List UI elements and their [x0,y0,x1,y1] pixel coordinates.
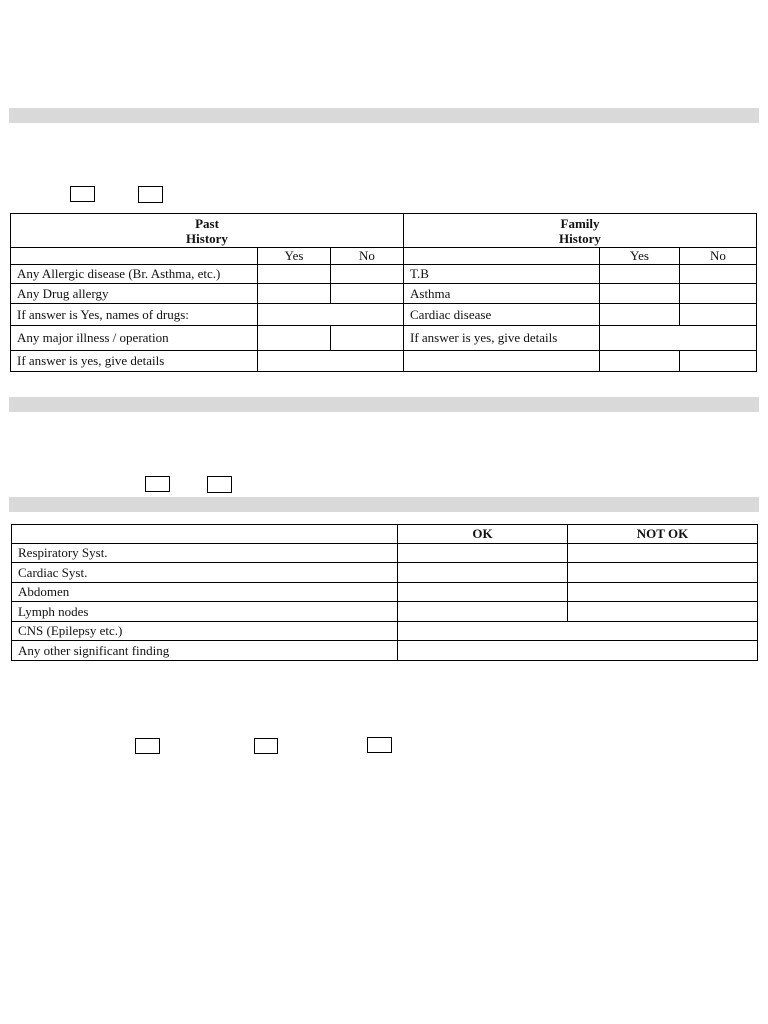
exam-row-label: Any other significant finding [12,641,398,661]
family-no-cell[interactable] [680,304,757,326]
exam-row-label: Respiratory Syst. [12,544,398,563]
past-history-header: Past History [11,214,404,248]
family-no-cell[interactable] [680,265,757,284]
checkbox-2b[interactable] [207,476,232,493]
past-details-field[interactable] [258,351,404,372]
ok-cell[interactable] [398,544,568,563]
other-finding-field[interactable] [398,641,758,661]
not-ok-header: NOT OK [568,525,758,544]
not-ok-cell[interactable] [568,602,758,622]
exam-row-label: Abdomen [12,583,398,602]
family-row-label: Cardiac disease [404,304,600,326]
drug-names-field[interactable] [258,304,404,326]
not-ok-cell[interactable] [568,544,758,563]
section-band-2 [9,397,759,412]
ok-cell[interactable] [398,563,568,583]
family-row-label: T.B [404,265,600,284]
past-no-cell[interactable] [331,284,404,304]
not-ok-cell[interactable] [568,563,758,583]
family-no-header: No [680,248,757,265]
ok-cell[interactable] [398,602,568,622]
history-table [10,213,757,372]
past-yes-cell[interactable] [258,265,331,284]
checkbox-1a[interactable] [70,186,95,202]
cns-details-field[interactable] [398,622,758,641]
family-yes-cell[interactable] [600,351,680,372]
section-band-1 [9,108,759,123]
family-details-field[interactable] [600,326,757,351]
past-yes-cell[interactable] [258,284,331,304]
family-yes-cell[interactable] [600,284,680,304]
past-row-label: Any major illness / operation [11,326,258,351]
family-yes-cell[interactable] [600,265,680,284]
past-no-header: No [331,248,404,265]
past-row-label: Any Allergic disease (Br. Asthma, etc.) [11,265,258,284]
family-yes-header: Yes [600,248,680,265]
checkbox-2a[interactable] [145,476,170,492]
family-row-label: If answer is yes, give details [404,326,600,351]
past-no-cell[interactable] [331,326,404,351]
past-yes-header: Yes [258,248,331,265]
section-band-3 [9,497,759,512]
examination-table [11,524,758,661]
ok-header: OK [398,525,568,544]
ok-cell[interactable] [398,583,568,602]
family-row-label: Asthma [404,284,600,304]
exam-row-label: CNS (Epilepsy etc.) [12,622,398,641]
checkbox-3a[interactable] [135,738,160,754]
past-yes-cell[interactable] [258,326,331,351]
past-row-label: Any Drug allergy [11,284,258,304]
family-no-cell[interactable] [680,351,757,372]
exam-row-label: Cardiac Syst. [12,563,398,583]
family-yes-cell[interactable] [600,304,680,326]
family-no-cell[interactable] [680,284,757,304]
past-row-label: If answer is Yes, names of drugs: [11,304,258,326]
not-ok-cell[interactable] [568,583,758,602]
past-row-label: If answer is yes, give details [11,351,258,372]
family-history-header: Family History [404,214,757,248]
past-no-cell[interactable] [331,265,404,284]
exam-row-label: Lymph nodes [12,602,398,622]
checkbox-3c[interactable] [367,737,392,753]
checkbox-1b[interactable] [138,186,163,203]
checkbox-3b[interactable] [254,738,278,754]
family-row-label [404,351,600,372]
